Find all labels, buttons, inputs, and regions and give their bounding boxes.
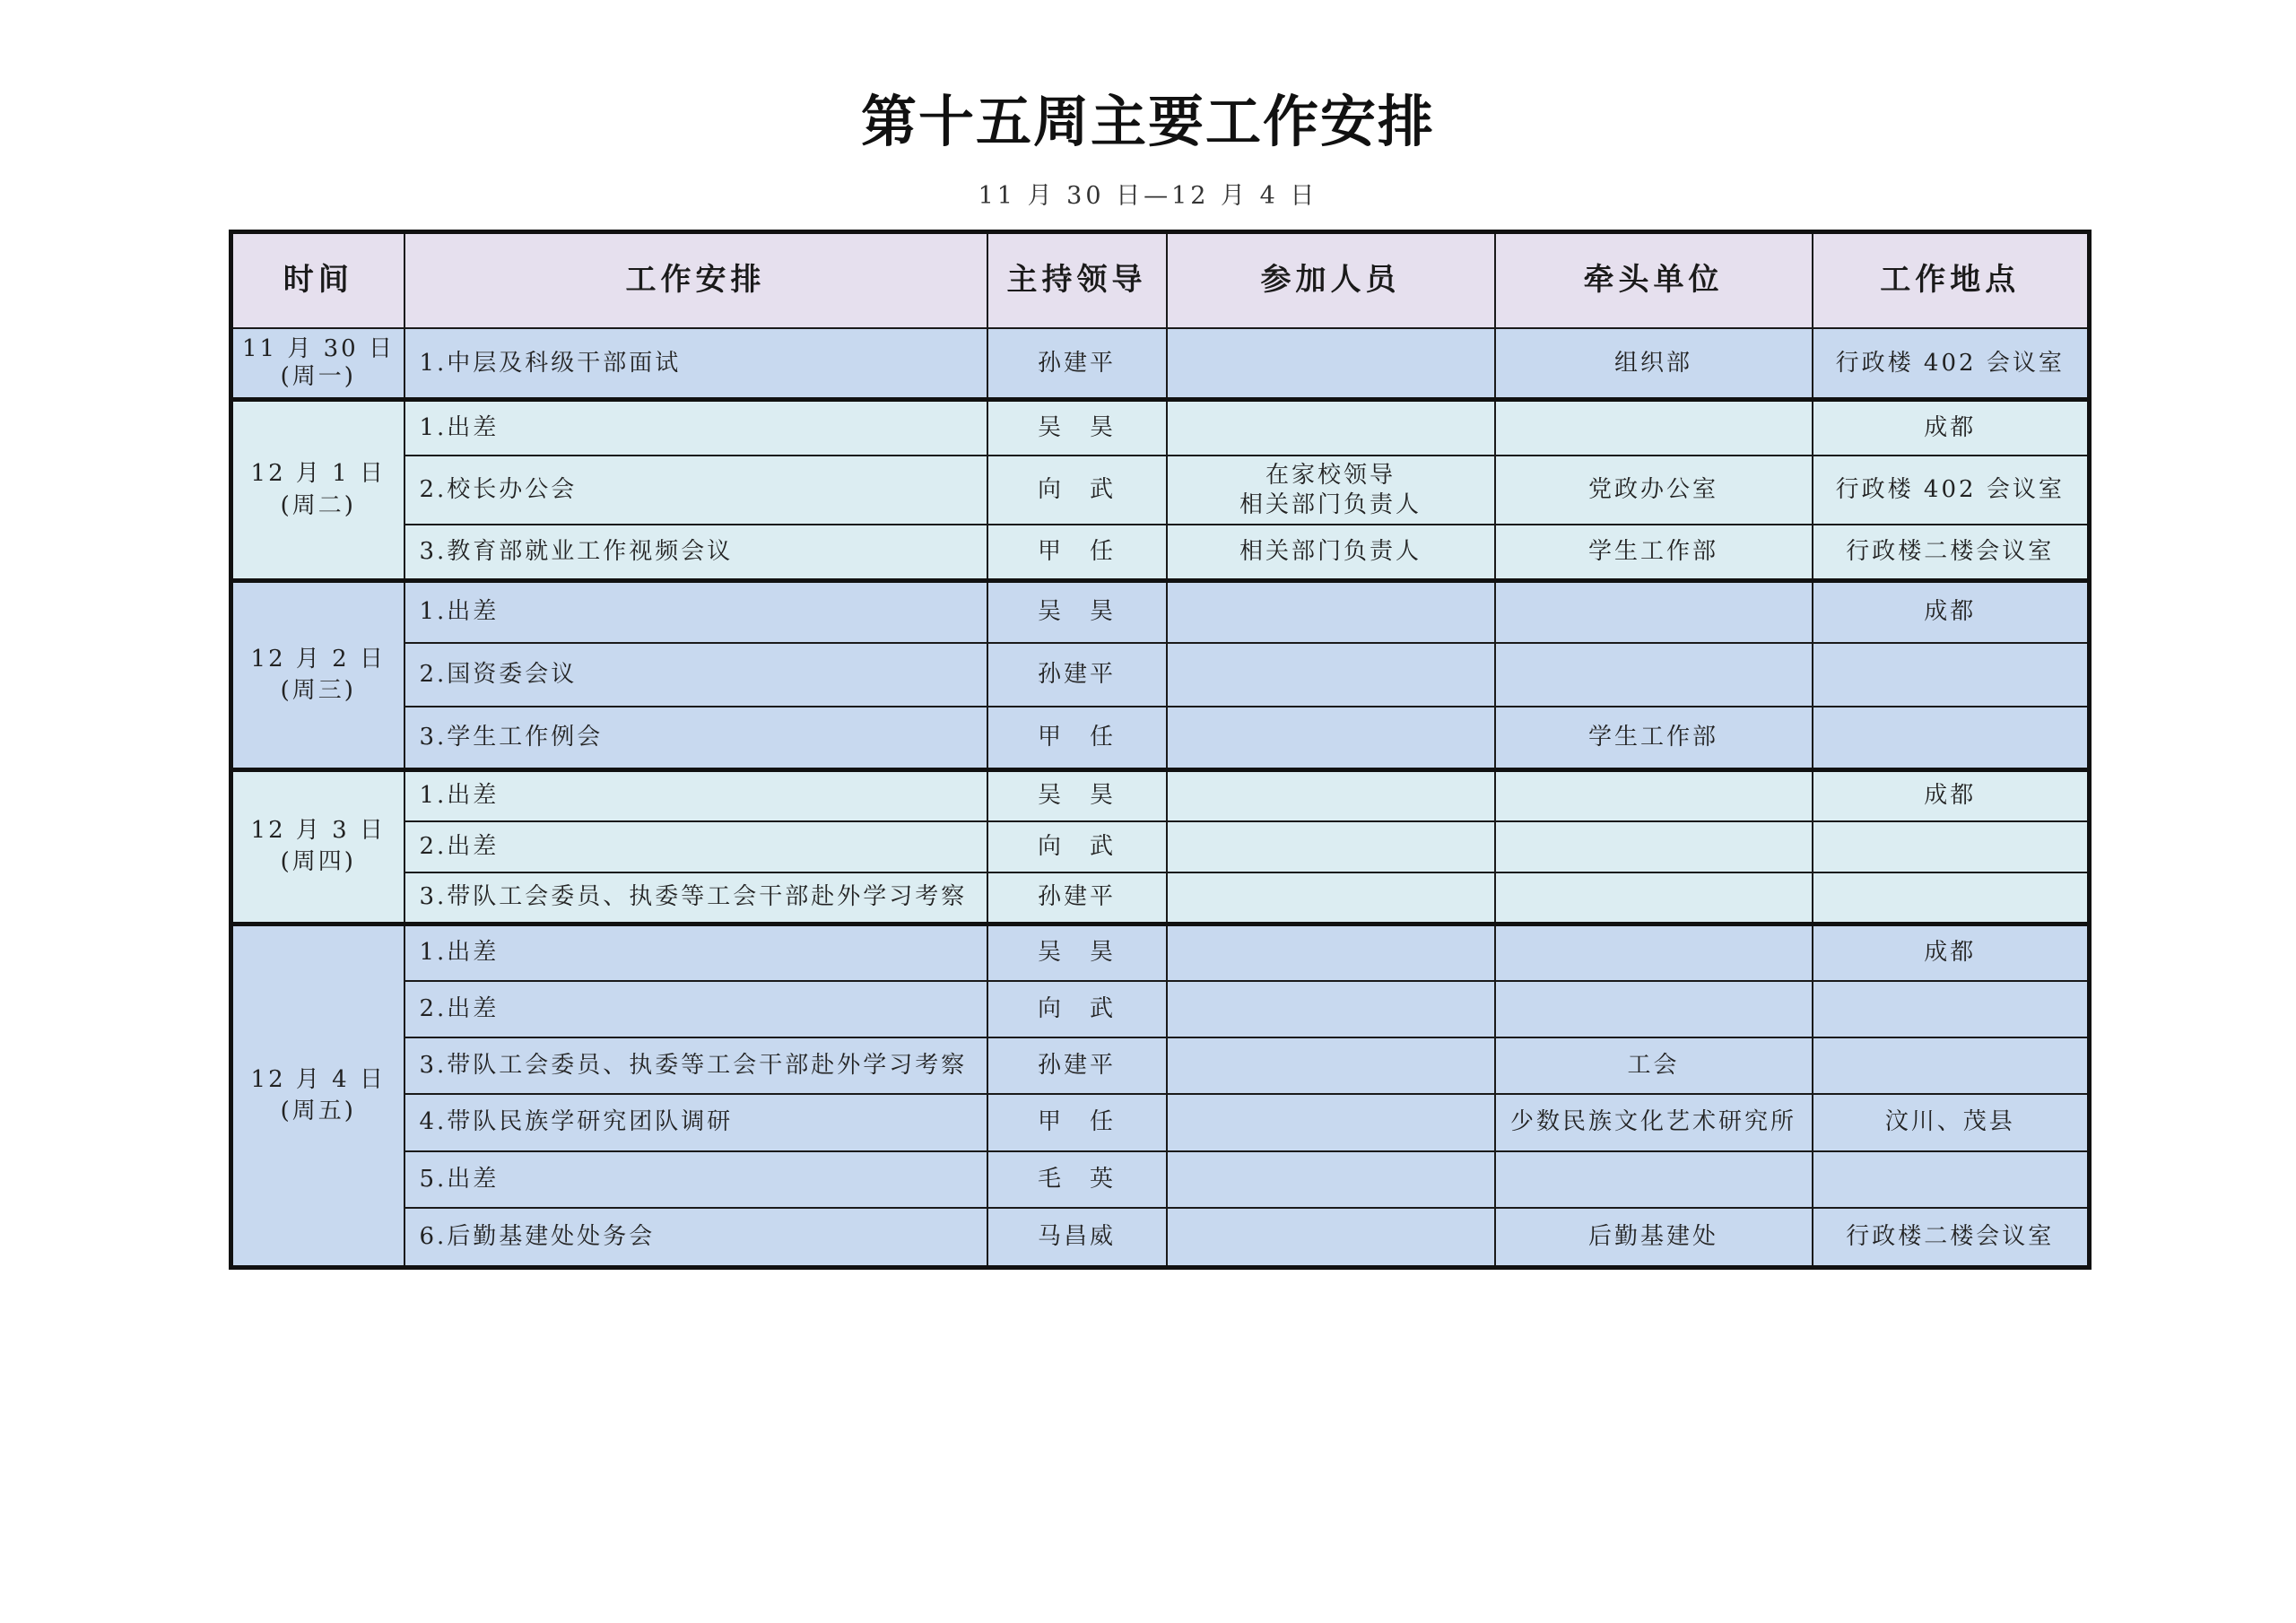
host-cell: 甲 任 [987, 1094, 1167, 1150]
work-cell: 1.出差 [404, 769, 987, 820]
work-cell: 4.带队民族学研究团队调研 [404, 1094, 987, 1150]
participants-cell [1167, 580, 1495, 643]
lead-unit-cell [1495, 580, 1813, 643]
date-cell [231, 328, 404, 400]
location-cell [1813, 981, 2090, 1037]
header-lead-unit: 牵头单位 [1495, 232, 1813, 329]
work-cell: 1.出差 [404, 400, 987, 456]
host-cell: 孙建平 [987, 1037, 1167, 1094]
host-cell: 向 武 [987, 456, 1167, 524]
host-cell: 吴 昊 [987, 580, 1167, 643]
host-cell: 向 武 [987, 821, 1167, 872]
host-cell: 吴 昊 [987, 400, 1167, 456]
location-cell: 行政楼二楼会议室 [1813, 525, 2090, 580]
day-group-1204 [231, 924, 2090, 1267]
host-cell: 吴 昊 [987, 769, 1167, 820]
lead-unit-cell: 学生工作部 [1495, 707, 1813, 769]
participants-cell [1167, 1094, 1495, 1150]
host-cell: 甲 任 [987, 707, 1167, 769]
participants-cell [1167, 821, 1495, 872]
lead-unit-cell [1495, 981, 1813, 1037]
host-cell: 孙建平 [987, 328, 1167, 400]
date-text: 12 月 4 日 [250, 1065, 386, 1093]
header-row [231, 232, 2090, 329]
table-row [231, 872, 2090, 924]
table-row [231, 328, 2090, 400]
date-text: 11 月 30 日 [242, 335, 395, 363]
work-cell: 6.后勤基建处处务会 [404, 1208, 987, 1267]
participants-cell [1167, 1208, 1495, 1267]
table-row [231, 1094, 2090, 1150]
header-location: 工作地点 [1813, 232, 2090, 329]
work-cell: 2.校长办公会 [404, 456, 987, 524]
location-cell: 成都 [1813, 400, 2090, 456]
table-row [231, 821, 2090, 872]
weekday-text: (周四) [280, 848, 356, 876]
participants-cell [1167, 924, 1495, 980]
weekday-text: (周三) [280, 676, 356, 704]
table-row [231, 456, 2090, 524]
location-cell [1813, 1037, 2090, 1094]
day-group-1201 [231, 400, 2090, 580]
table-row [231, 1037, 2090, 1094]
date-cell [231, 400, 404, 580]
lead-unit-cell [1495, 400, 1813, 456]
location-cell [1813, 643, 2090, 706]
participants-cell [1167, 1151, 1495, 1208]
header-host: 主持领导 [987, 232, 1167, 329]
host-cell: 吴 昊 [987, 924, 1167, 980]
weekday-text: (周一) [280, 363, 356, 391]
participants-cell [1167, 872, 1495, 924]
lead-unit-cell [1495, 924, 1813, 980]
location-cell: 汶川、茂县 [1813, 1094, 2090, 1150]
host-cell: 马昌威 [987, 1208, 1167, 1267]
participants-cell [1167, 400, 1495, 456]
location-cell [1813, 707, 2090, 769]
date-range: 11 月 30 日—12 月 4 日 [978, 182, 1318, 210]
work-cell: 2.出差 [404, 821, 987, 872]
lead-unit-cell [1495, 1151, 1813, 1208]
header-time: 时间 [231, 232, 404, 329]
page-title: 第十五周主要工作安排 [860, 89, 1435, 154]
participants-cell [1167, 1037, 1495, 1094]
lead-unit-cell: 后勤基建处 [1495, 1208, 1813, 1267]
location-cell [1813, 872, 2090, 924]
work-cell: 1.中层及科级干部面试 [404, 328, 987, 400]
table-row [231, 769, 2090, 820]
location-cell: 行政楼 402 会议室 [1813, 328, 2090, 400]
work-cell: 1.出差 [404, 924, 987, 980]
work-cell: 3.教育部就业工作视频会议 [404, 525, 987, 580]
table-row [231, 707, 2090, 769]
host-cell: 孙建平 [987, 872, 1167, 924]
lead-unit-cell: 学生工作部 [1495, 525, 1813, 580]
header-participants: 参加人员 [1167, 232, 1495, 329]
lead-unit-cell: 少数民族文化艺术研究所 [1495, 1094, 1813, 1150]
work-cell: 3.带队工会委员、执委等工会干部赴外学习考察 [404, 1037, 987, 1094]
lead-unit-cell [1495, 643, 1813, 706]
host-cell: 向 武 [987, 981, 1167, 1037]
location-cell: 行政楼二楼会议室 [1813, 1208, 2090, 1267]
work-cell: 5.出差 [404, 1151, 987, 1208]
table-row [231, 400, 2090, 456]
weekday-text: (周五) [280, 1097, 356, 1124]
day-group-1130 [231, 328, 2090, 400]
host-cell: 甲 任 [987, 525, 1167, 580]
host-cell: 毛 英 [987, 1151, 1167, 1208]
participants-line-1: 在家校领导 [1265, 462, 1396, 489]
lead-unit-cell [1495, 769, 1813, 820]
location-cell [1813, 1151, 2090, 1208]
participants-cell [1167, 456, 1495, 524]
table-row [231, 981, 2090, 1037]
date-cell [231, 769, 404, 924]
schedule-table [229, 230, 2092, 1270]
work-cell: 3.带队工会委员、执委等工会干部赴外学习考察 [404, 872, 987, 924]
table-row [231, 924, 2090, 980]
date-text: 12 月 2 日 [250, 645, 386, 673]
location-cell: 行政楼 402 会议室 [1813, 456, 2090, 524]
day-group-1203 [231, 769, 2090, 924]
lead-unit-cell [1495, 821, 1813, 872]
work-cell: 2.国资委会议 [404, 643, 987, 706]
work-cell: 3.学生工作例会 [404, 707, 987, 769]
work-cell: 2.出差 [404, 981, 987, 1037]
table-row [231, 643, 2090, 706]
table-row [231, 1151, 2090, 1208]
header-work: 工作安排 [404, 232, 987, 329]
day-group-1202 [231, 580, 2090, 769]
location-cell: 成都 [1813, 924, 2090, 980]
participants-cell [1167, 981, 1495, 1037]
participants-cell [1167, 328, 1495, 400]
date-text: 12 月 3 日 [250, 817, 386, 845]
participants-line-2: 相关部门负责人 [1239, 490, 1422, 518]
location-cell: 成都 [1813, 580, 2090, 643]
lead-unit-cell [1495, 872, 1813, 924]
weekday-text: (周二) [280, 491, 356, 519]
date-cell [231, 580, 404, 769]
lead-unit-cell: 党政办公室 [1495, 456, 1813, 524]
date-cell [231, 924, 404, 1267]
location-cell: 成都 [1813, 769, 2090, 820]
lead-unit-cell: 工会 [1495, 1037, 1813, 1094]
work-cell: 1.出差 [404, 580, 987, 643]
table-row [231, 580, 2090, 643]
participants-cell [1167, 643, 1495, 706]
participants-cell: 相关部门负责人 [1167, 525, 1495, 580]
table-row [231, 525, 2090, 580]
table-row [231, 1208, 2090, 1267]
location-cell [1813, 821, 2090, 872]
participants-cell [1167, 769, 1495, 820]
participants-cell [1167, 707, 1495, 769]
date-text: 12 月 1 日 [250, 460, 386, 488]
host-cell: 孙建平 [987, 643, 1167, 706]
lead-unit-cell: 组织部 [1495, 328, 1813, 400]
